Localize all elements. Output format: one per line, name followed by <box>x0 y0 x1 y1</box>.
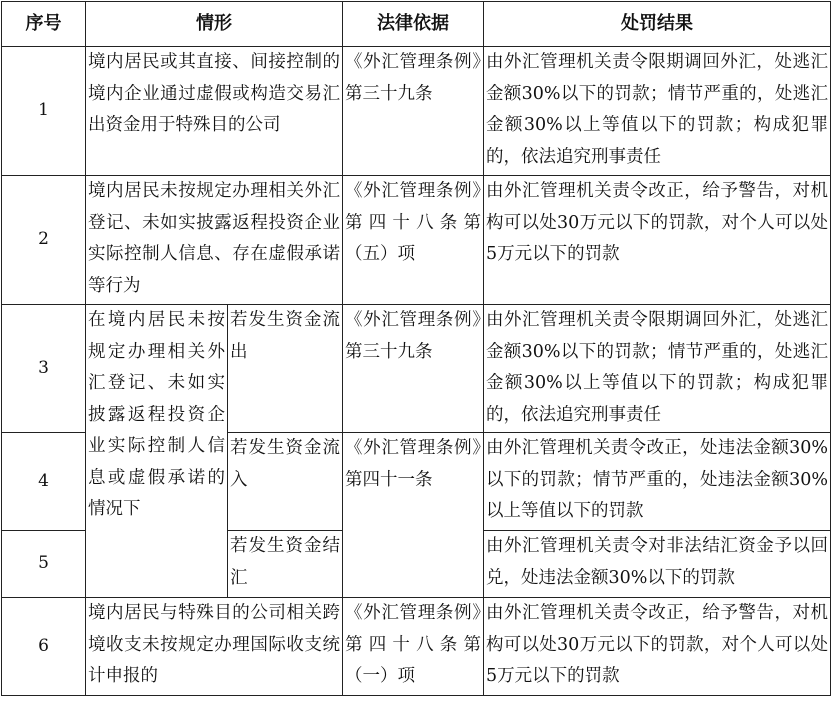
row-number: 3 <box>2 305 86 433</box>
situation-cell: 境内居民未按规定办理相关外汇登记、未如实披露返程投资企业实际控制人信息、存在虚假承诺等行为 <box>86 176 343 305</box>
situation-sub-cell: 若发生资金流入 <box>228 433 343 531</box>
row-number: 4 <box>2 433 86 531</box>
row-number: 5 <box>2 531 86 598</box>
situation-main-cell: 在境内居民未按规定办理相关外汇登记、未如实披露返程投资企业实际控制人信息或虚假承诺的情况下 <box>86 305 228 598</box>
legal-basis-cell: 《外汇管理条例》第四十八条第（五）项 <box>343 176 484 305</box>
situation-cell: 境内居民与特殊目的公司相关跨境收支未按规定办理国际收支统计申报的 <box>86 598 343 696</box>
table-row <box>2 47 831 176</box>
situation-sub-cell: 若发生资金流出 <box>228 305 343 433</box>
row-number: 1 <box>2 47 86 176</box>
header-penalty: 处罚结果 <box>484 2 831 47</box>
situation-sub-cell: 若发生资金结汇 <box>228 531 343 598</box>
penalty-cell: 由外汇管理机关责令改正，给予警告，对机构可以处30万元以下的罚款，对个人可以处5万元以下的罚款 <box>484 598 831 696</box>
penalty-cell: 由外汇管理机关责令限期调回外汇，处逃汇金额30%以下的罚款；情节严重的，处逃汇金额30%以上等值以下的罚款；构成犯罪的，依法追究刑事责任 <box>484 305 831 433</box>
table-row <box>2 598 831 696</box>
penalty-cell: 由外汇管理机关责令对非法结汇资金予以回兑，处违法金额30%以下的罚款 <box>484 531 831 598</box>
penalty-cell: 由外汇管理机关责令限期调回外汇，处逃汇金额30%以下的罚款；情节严重的，处逃汇金额30%以上等值以下的罚款；构成犯罪的，依法追究刑事责任 <box>484 47 831 176</box>
legal-basis-cell: 《外汇管理条例》第三十九条 <box>343 47 484 176</box>
table-row <box>2 176 831 305</box>
row-number: 6 <box>2 598 86 696</box>
legal-basis-cell: 《外汇管理条例》第四十八条第（一）项 <box>343 598 484 696</box>
penalty-cell: 由外汇管理机关责令改正，处违法金额30%以下的罚款；情节严重的，处违法金额30%以上等值以下的罚款 <box>484 433 831 531</box>
penalty-table <box>1 1 831 696</box>
row-number: 2 <box>2 176 86 305</box>
table-row <box>2 305 831 433</box>
header-no: 序号 <box>2 2 86 47</box>
header-situation: 情形 <box>86 2 343 47</box>
table-header-row <box>2 2 831 47</box>
legal-basis-cell-empty <box>343 531 484 598</box>
penalty-cell: 由外汇管理机关责令改正，给予警告，对机构可以处30万元以下的罚款，对个人可以处5万元以下的罚款 <box>484 176 831 305</box>
situation-cell: 境内居民或其直接、间接控制的境内企业通过虚假或构造交易汇出资金用于特殊目的公司 <box>86 47 343 176</box>
header-basis: 法律依据 <box>343 2 484 47</box>
legal-basis-cell: 《外汇管理条例》第四十一条 <box>343 433 484 531</box>
legal-basis-cell: 《外汇管理条例》第三十九条 <box>343 305 484 433</box>
